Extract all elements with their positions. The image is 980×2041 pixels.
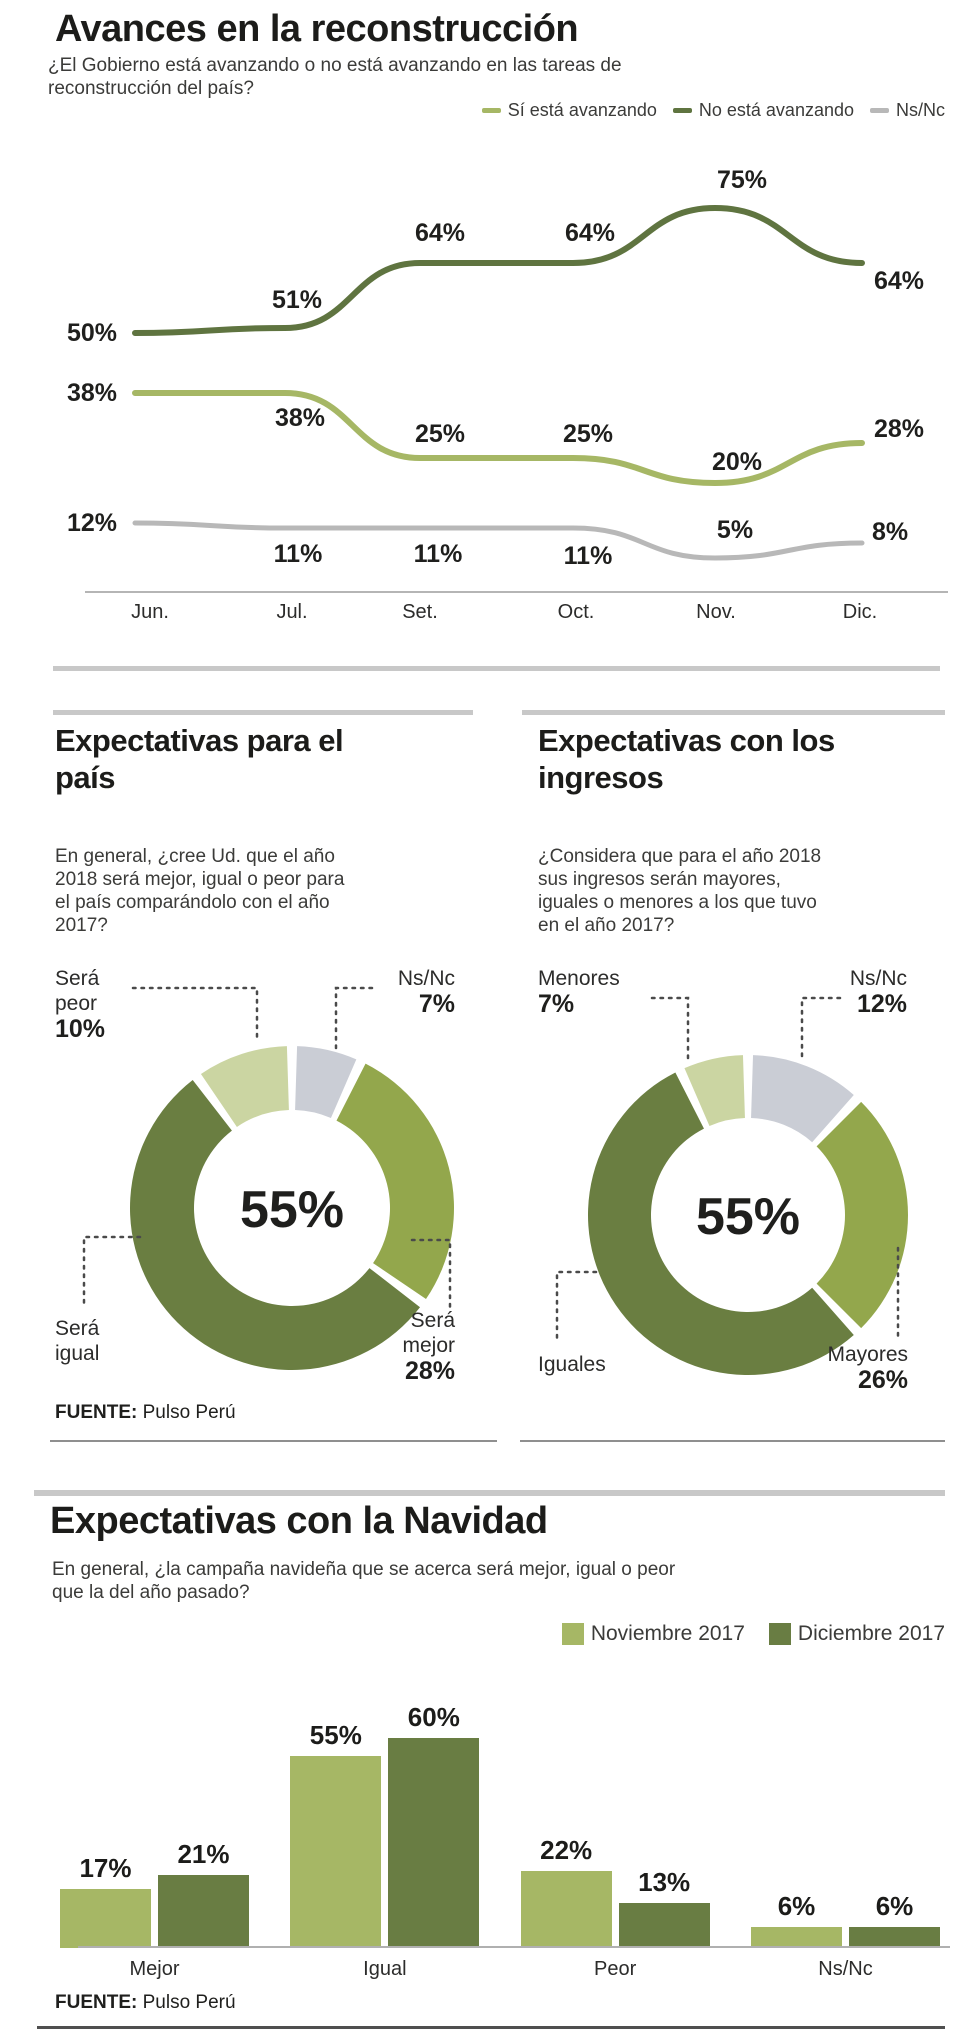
bar-category-label: Peor [594, 1958, 637, 1980]
bar-column [290, 1720, 381, 1949]
data-label-no-esta-avanzando: 51% [271, 286, 323, 314]
bar-value-label: 60% [407, 1702, 460, 1732]
bar-diciembre-2017-mejor [158, 1875, 249, 1949]
legend-item-ns-nc [870, 100, 945, 121]
data-label-no-esta-avanzando: 50% [66, 319, 117, 347]
bottom-rule [37, 2026, 945, 2029]
bar-group-igual [290, 1702, 479, 1948]
slice-label-mayores [798, 1342, 908, 1393]
bar-diciembre-2017-peor [619, 1903, 710, 1949]
slice-label-sera-mejor [362, 1308, 455, 1384]
legend-dash-icon [870, 108, 889, 113]
bar-value-label: 21% [177, 1838, 230, 1869]
slice-label-sera-peor [55, 966, 133, 1042]
bar-category-labels [60, 1958, 940, 1981]
slice-label-text: Será peor [55, 967, 100, 1015]
x-tick-label: Dic. [842, 601, 878, 623]
source-credit [55, 1402, 236, 1424]
bar-value-label: 13% [638, 1866, 691, 1897]
legend-dash-icon [673, 108, 692, 113]
data-label-no-esta-avanzando: 64% [414, 219, 466, 247]
income-donut-question: ¿Considera que para el año 2018 sus ingresos serán mayores, iguales o menores a los que tuvo en el año 2017? [538, 846, 822, 936]
slice-label-pct: 7% [418, 990, 455, 1018]
x-tick-label: Oct. [557, 601, 595, 623]
data-label-ns-nc: 11% [563, 542, 613, 570]
bar-chart-legend [400, 1622, 945, 1646]
slice-label-nsnc-country [350, 966, 455, 1017]
data-label-si-esta-avanzando: 38% [66, 379, 117, 407]
bar-value-label: 22% [540, 1835, 593, 1865]
bar-diciembre-2017-igual [388, 1738, 479, 1948]
bar-column [849, 1891, 940, 1948]
source-name: Pulso Perú [142, 1402, 236, 1423]
slice-label-pct: 12% [856, 990, 907, 1018]
legend-label: Noviembre 2017 [590, 1622, 745, 1645]
bar-column [158, 1839, 249, 1949]
data-label-no-esta-avanzando: 64% [874, 267, 925, 295]
line-series-no-esta-avanzando [135, 208, 862, 333]
data-label-ns-nc: 8% [872, 518, 909, 546]
data-label-si-esta-avanzando: 25% [562, 420, 614, 448]
bar-category-label: Ns/Nc [818, 1958, 873, 1980]
data-label-ns-nc: 11% [413, 540, 463, 568]
navidad-title: Expectativas con la Navidad [50, 1500, 548, 1542]
country-donut-question: En general, ¿cree Ud. que el año 2018 será mejor, igual o peor para el país comparándolo con el año 2017? [55, 846, 345, 936]
data-label-ns-nc: 11% [273, 540, 323, 568]
bar-noviembre-2017-ns-nc [751, 1927, 842, 1948]
x-tick-label: Jul. [276, 601, 308, 623]
slice-label-text: Ns/Nc [397, 967, 455, 990]
slice-label-pct: 10% [55, 1015, 106, 1043]
x-tick-label: Nov. [696, 601, 736, 623]
slice-label-text: Menores [538, 967, 620, 990]
bar-value-label: 55% [309, 1719, 362, 1750]
slice-label-sera-igual [55, 1316, 140, 1366]
bar-diciembre-2017-ns-nc [849, 1927, 940, 1948]
slice-label-text: Ns/Nc [849, 967, 907, 990]
source-label: FUENTE: [55, 1402, 138, 1423]
bar-value-label: 6% [875, 1891, 914, 1921]
slice-label-menores [538, 966, 653, 1017]
label-leader-line [133, 988, 257, 1040]
legend-label: Ns/Nc [896, 100, 945, 120]
section-divider [53, 666, 940, 671]
label-leader-line [652, 998, 688, 1058]
bar-noviembre-2017-igual [290, 1756, 381, 1949]
label-leader-line [557, 1272, 596, 1338]
bar-value-label: 17% [79, 1852, 132, 1883]
section-divider [34, 1490, 945, 1496]
data-label-si-esta-avanzando: 20% [711, 448, 763, 476]
legend-item-diciembre-2017 [769, 1622, 945, 1646]
source-credit [55, 1992, 236, 2014]
legend-dash-icon [482, 108, 501, 113]
bar-category-label: Igual [363, 1958, 407, 1980]
country-donut-title: Expectativas para el país [55, 723, 344, 795]
navidad-question: En general, ¿la campaña navideña que se acerca será mejor, igual o peor que la del año pasado? [52, 1559, 676, 1603]
slice-label-text: Iguales [538, 1353, 606, 1376]
donut-slice-mayores [817, 1102, 908, 1328]
slice-label-text: Será mejor [402, 1309, 455, 1357]
slice-label-pct: 28% [404, 1357, 455, 1385]
bar-column [60, 1853, 151, 1949]
line-chart-legend [380, 100, 945, 121]
navidad-bar-chart [60, 1702, 940, 1948]
bar-axis-line [78, 1946, 950, 1948]
slice-label-text: Será igual [55, 1317, 100, 1365]
slice-label-text: Mayores [827, 1343, 908, 1366]
bar-group-peor [521, 1835, 710, 1948]
legend-item-si-esta-avanzando [482, 100, 657, 121]
bar-noviembre-2017-mejor [60, 1889, 151, 1949]
bar-column [751, 1891, 842, 1948]
x-tick-label: Set. [402, 601, 438, 623]
reconstruction-title: Avances en la reconstrucción [55, 8, 579, 50]
data-label-si-esta-avanzando: 38% [274, 404, 326, 432]
right-column-rule [520, 1440, 945, 1442]
bar-column [388, 1702, 479, 1948]
legend-label: Sí está avanzando [507, 100, 657, 120]
reconstruction-question: ¿El Gobierno está avanzando o no está avanzando en las tareas de reconstrucción del país? [48, 55, 622, 99]
data-label-ns-nc: 12% [66, 509, 117, 537]
slice-label-nsnc-income [812, 966, 907, 1017]
x-tick-label: Jun. [131, 601, 169, 623]
source-label: FUENTE: [55, 1992, 138, 2013]
bar-column [521, 1835, 612, 1948]
country-donut-center-value: 55% [239, 1181, 345, 1239]
bar-group-mejor [60, 1839, 249, 1949]
left-column-rule [50, 1440, 497, 1442]
reconstruction-line-chart [0, 140, 980, 630]
data-label-si-esta-avanzando: 28% [874, 415, 925, 443]
right-column-divider [522, 710, 945, 715]
legend-square-icon [562, 1623, 584, 1645]
legend-item-noviembre-2017 [562, 1622, 745, 1646]
legend-label: Diciembre 2017 [797, 1622, 945, 1645]
label-leader-line [84, 1237, 140, 1308]
bar-group-ns-nc [751, 1891, 940, 1948]
bar-column [619, 1867, 710, 1949]
slice-label-pct: 7% [538, 990, 575, 1018]
source-name: Pulso Perú [142, 1992, 236, 2013]
bar-category-label: Mejor [129, 1958, 180, 1980]
bar-noviembre-2017-peor [521, 1871, 612, 1948]
data-label-no-esta-avanzando: 64% [564, 219, 616, 247]
left-column-divider [53, 710, 473, 715]
bar-value-label: 6% [777, 1891, 816, 1921]
legend-label: No está avanzando [698, 100, 854, 120]
income-donut-title: Expectativas con los ingresos [538, 723, 835, 795]
legend-square-icon [769, 1623, 791, 1645]
income-donut-center-value: 55% [695, 1188, 801, 1246]
data-label-no-esta-avanzando: 75% [716, 166, 768, 194]
slice-label-iguales [538, 1352, 648, 1377]
data-label-ns-nc: 5% [716, 516, 754, 544]
data-label-si-esta-avanzando: 25% [414, 420, 466, 448]
legend-item-no-esta-avanzando [673, 100, 854, 121]
slice-label-pct: 26% [857, 1366, 908, 1394]
